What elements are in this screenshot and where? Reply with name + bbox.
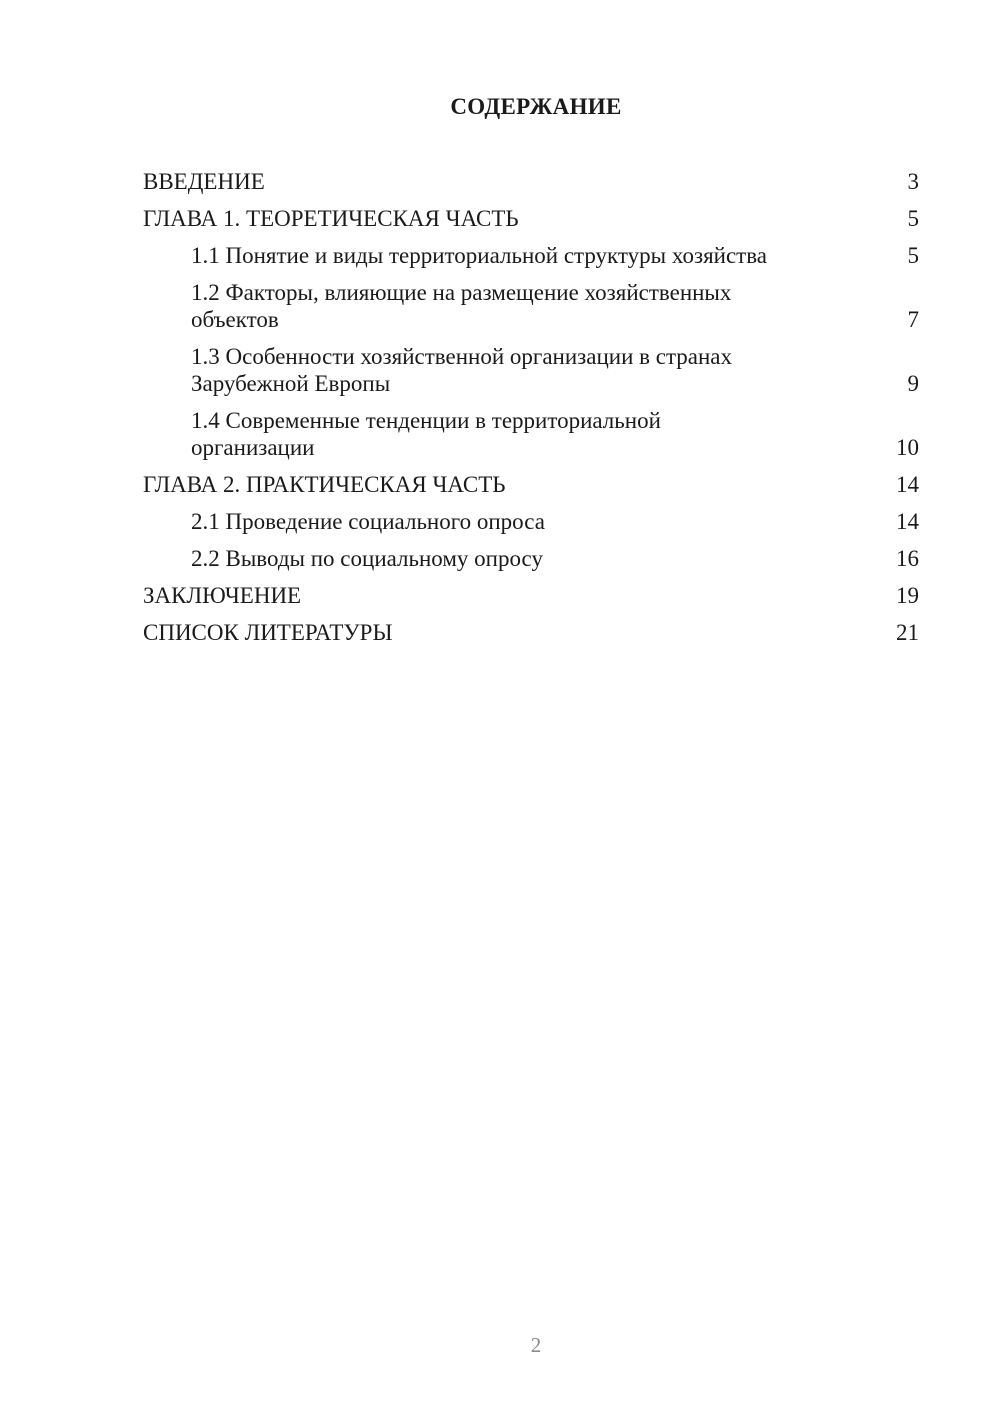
toc-entry-page: 7 xyxy=(907,307,919,332)
toc-entry-page: 9 xyxy=(907,371,919,396)
toc-entry-section-1-3[interactable] xyxy=(143,343,919,397)
toc-entry-section-1-1[interactable] xyxy=(143,242,919,269)
toc-entry-text: 1.4 Современные тенденции в территориальной организации xyxy=(191,408,661,460)
toc-title: СОДЕРЖАНИЕ xyxy=(450,94,622,119)
toc-entry-text: ЗАКЛЮЧЕНИЕ xyxy=(143,583,302,608)
page-number: 2 xyxy=(530,1333,542,1357)
toc-entry-page: 19 xyxy=(896,583,919,608)
toc-entry-section-2-1[interactable] xyxy=(143,508,919,535)
toc-entry-page: 5 xyxy=(907,243,919,268)
toc-entry-chapter-1[interactable] xyxy=(143,205,919,232)
toc-entry-page: 10 xyxy=(896,435,919,460)
toc-entry-page: 21 xyxy=(896,620,919,645)
table-of-contents xyxy=(143,168,919,646)
toc-entry-page: 14 xyxy=(896,472,919,497)
toc-entry-text: ГЛАВА 2. ПРАКТИЧЕСКАЯ ЧАСТЬ xyxy=(143,472,506,497)
toc-entry-text: 1.2 Факторы, влияющие на размещение хозяйственных объектов xyxy=(191,280,732,332)
toc-entry-text: ВВЕДЕНИЕ xyxy=(143,169,265,194)
toc-entry-section-2-2[interactable] xyxy=(143,545,919,572)
toc-entry-text: ГЛАВА 1. ТЕОРЕТИЧЕСКАЯ ЧАСТЬ xyxy=(143,206,519,231)
toc-entry-page: 5 xyxy=(907,206,919,231)
toc-entry-conclusion[interactable] xyxy=(143,582,919,609)
toc-entry-text: 1.3 Особенности хозяйственной организации в странах Зарубежной Европы xyxy=(191,344,733,396)
toc-entry-text: 2.2 Выводы по социальному опросу xyxy=(191,546,543,571)
toc-entry-text: 2.1 Проведение социального опроса xyxy=(191,509,545,534)
toc-entry-page: 16 xyxy=(896,546,919,571)
toc-entry-chapter-2[interactable] xyxy=(143,471,919,498)
toc-entry-section-1-2[interactable] xyxy=(143,279,919,333)
toc-entry-text: СПИСОК ЛИТЕРАТУРЫ xyxy=(143,620,393,645)
toc-entry-section-1-4[interactable] xyxy=(143,407,919,461)
toc-entry-page: 14 xyxy=(896,509,919,534)
toc-entry-page: 3 xyxy=(907,169,919,194)
toc-entry-text: 1.1 Понятие и виды территориальной структуры хозяйства xyxy=(191,243,767,268)
toc-entry-references[interactable] xyxy=(143,619,919,646)
toc-entry-introduction[interactable] xyxy=(143,168,919,195)
